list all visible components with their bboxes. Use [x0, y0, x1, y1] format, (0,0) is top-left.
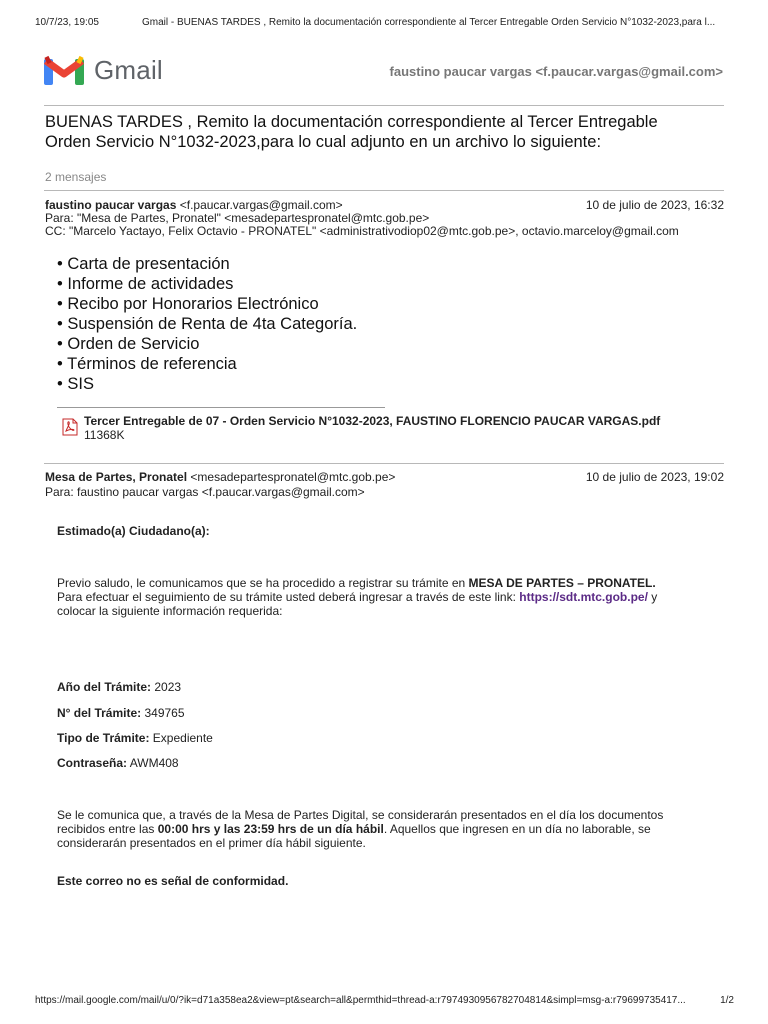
message1-cc: CC: "Marcelo Yactayo, Felix Octavio - PRONATEL" <administrativodiop02@mtc.gob.pe>, octavio.marceloy@gmail.com: [45, 224, 679, 238]
attachment-size: 11368K: [84, 428, 125, 442]
message2-sender: [45, 470, 395, 484]
list-item: • SIS: [57, 375, 94, 393]
message2-to: Para: faustino paucar vargas <f.paucar.vargas@gmail.com>: [45, 485, 365, 499]
field-label: N° del Trámite:: [57, 706, 142, 720]
text: recibidos entre las: [57, 822, 158, 836]
divider: [44, 105, 724, 106]
text: . Aquellos que ingresen en un día no laborable, se: [383, 822, 651, 836]
paragraph-1: [57, 576, 737, 618]
field-value: 2023: [151, 680, 182, 694]
closing-note: Este correo no es señal de conformidad.: [57, 874, 289, 888]
list-item: • Términos de referencia: [57, 355, 237, 373]
attachment-name[interactable]: Tercer Entregable de 07 - Orden Servicio N°1032-2023, FAUSTINO FLORENCIO PAUCAR VARGAS.pdf: [84, 414, 661, 428]
print-page-title: Gmail - BUENAS TARDES , Remito la documentación correspondiente al Tercer Entregable Orden Servicio N°1032-2023,para l...: [142, 17, 716, 28]
footer-url: https://mail.google.com/mail/u/0/?ik=d71a358ea2&view=pt&search=all&permthid=thread-a:r7974930956782704814&simpl=msg-a:r79699735417...: [35, 995, 686, 1006]
field-label: Contraseña:: [57, 756, 128, 770]
account-header: faustino paucar vargas <f.paucar.vargas@gmail.com>: [389, 64, 723, 79]
message1-sender: [45, 198, 343, 212]
list-item: • Informe de actividades: [57, 275, 234, 293]
pdf-icon: [62, 418, 78, 436]
text-bold: 00:00 hrs y las 23:59 hrs de un día hábil: [157, 822, 384, 836]
field-row: [57, 756, 179, 770]
divider: [44, 463, 724, 464]
field-row: [57, 680, 181, 694]
field-label: Tipo de Trámite:: [57, 731, 150, 745]
field-value: Expediente: [149, 731, 213, 745]
text: Para efectuar el seguimiento de su trámite usted deberá ingresar a través de este link:: [57, 590, 520, 604]
gmail-logo-text: Gmail: [94, 55, 163, 85]
text: colocar la siguiente información requerida:: [57, 604, 283, 618]
attachment-list: [57, 254, 357, 394]
field-row: [57, 706, 185, 720]
paragraph-2: [57, 808, 747, 850]
message1-date: 10 de julio de 2023, 16:32: [585, 198, 724, 212]
attachment-divider: [57, 407, 385, 408]
list-item: • Recibo por Honorarios Electrónico: [57, 295, 319, 313]
text: y: [647, 590, 658, 604]
sender-name: faustino paucar vargas: [45, 198, 177, 212]
greeting: Estimado(a) Ciudadano(a):: [57, 524, 210, 538]
text: Se le comunica que, a través de la Mesa de Partes Digital, se considerarán presentados en el día los documentos: [57, 808, 664, 822]
field-row: [57, 731, 213, 745]
text-bold: MESA DE PARTES – PRONATEL.: [468, 576, 656, 590]
print-datetime: 10/7/23, 19:05: [35, 17, 99, 28]
sender-name: Mesa de Partes, Pronatel: [45, 470, 188, 484]
page-number: 1/2: [720, 995, 734, 1006]
field-label: Año del Trámite:: [57, 680, 152, 694]
gmail-logo-icon: [44, 55, 84, 85]
message1-to: Para: "Mesa de Partes, Pronatel" <mesadepartespronatel@mtc.gob.pe>: [45, 211, 430, 225]
list-item: • Suspensión de Renta de 4ta Categoría.: [57, 315, 358, 333]
message2-date: 10 de julio de 2023, 19:02: [585, 470, 724, 484]
text: considerarán presentados en el primer día hábil siguiente.: [57, 836, 366, 850]
text: Previo saludo, le comunicamos que se ha procedido a registrar su trámite en: [57, 576, 469, 590]
list-item: • Carta de presentación: [57, 255, 230, 273]
thread-subject: BUENAS TARDES , Remito la documentación correspondiente al Tercer Entregable Orden Servicio N°1032-2023,para lo cual adjunto en un archivo lo siguiente:: [45, 113, 658, 151]
sender-email: <f.paucar.vargas@gmail.com>: [179, 198, 343, 212]
sdt-link[interactable]: https://sdt.mtc.gob.pe/: [519, 590, 648, 604]
sender-email: <mesadepartespronatel@mtc.gob.pe>: [190, 470, 396, 484]
message-count: 2 mensajes: [45, 170, 107, 184]
list-item: • Orden de Servicio: [57, 335, 200, 353]
field-value: AWM408: [127, 756, 179, 770]
field-value: 349765: [141, 706, 185, 720]
divider: [44, 190, 724, 191]
